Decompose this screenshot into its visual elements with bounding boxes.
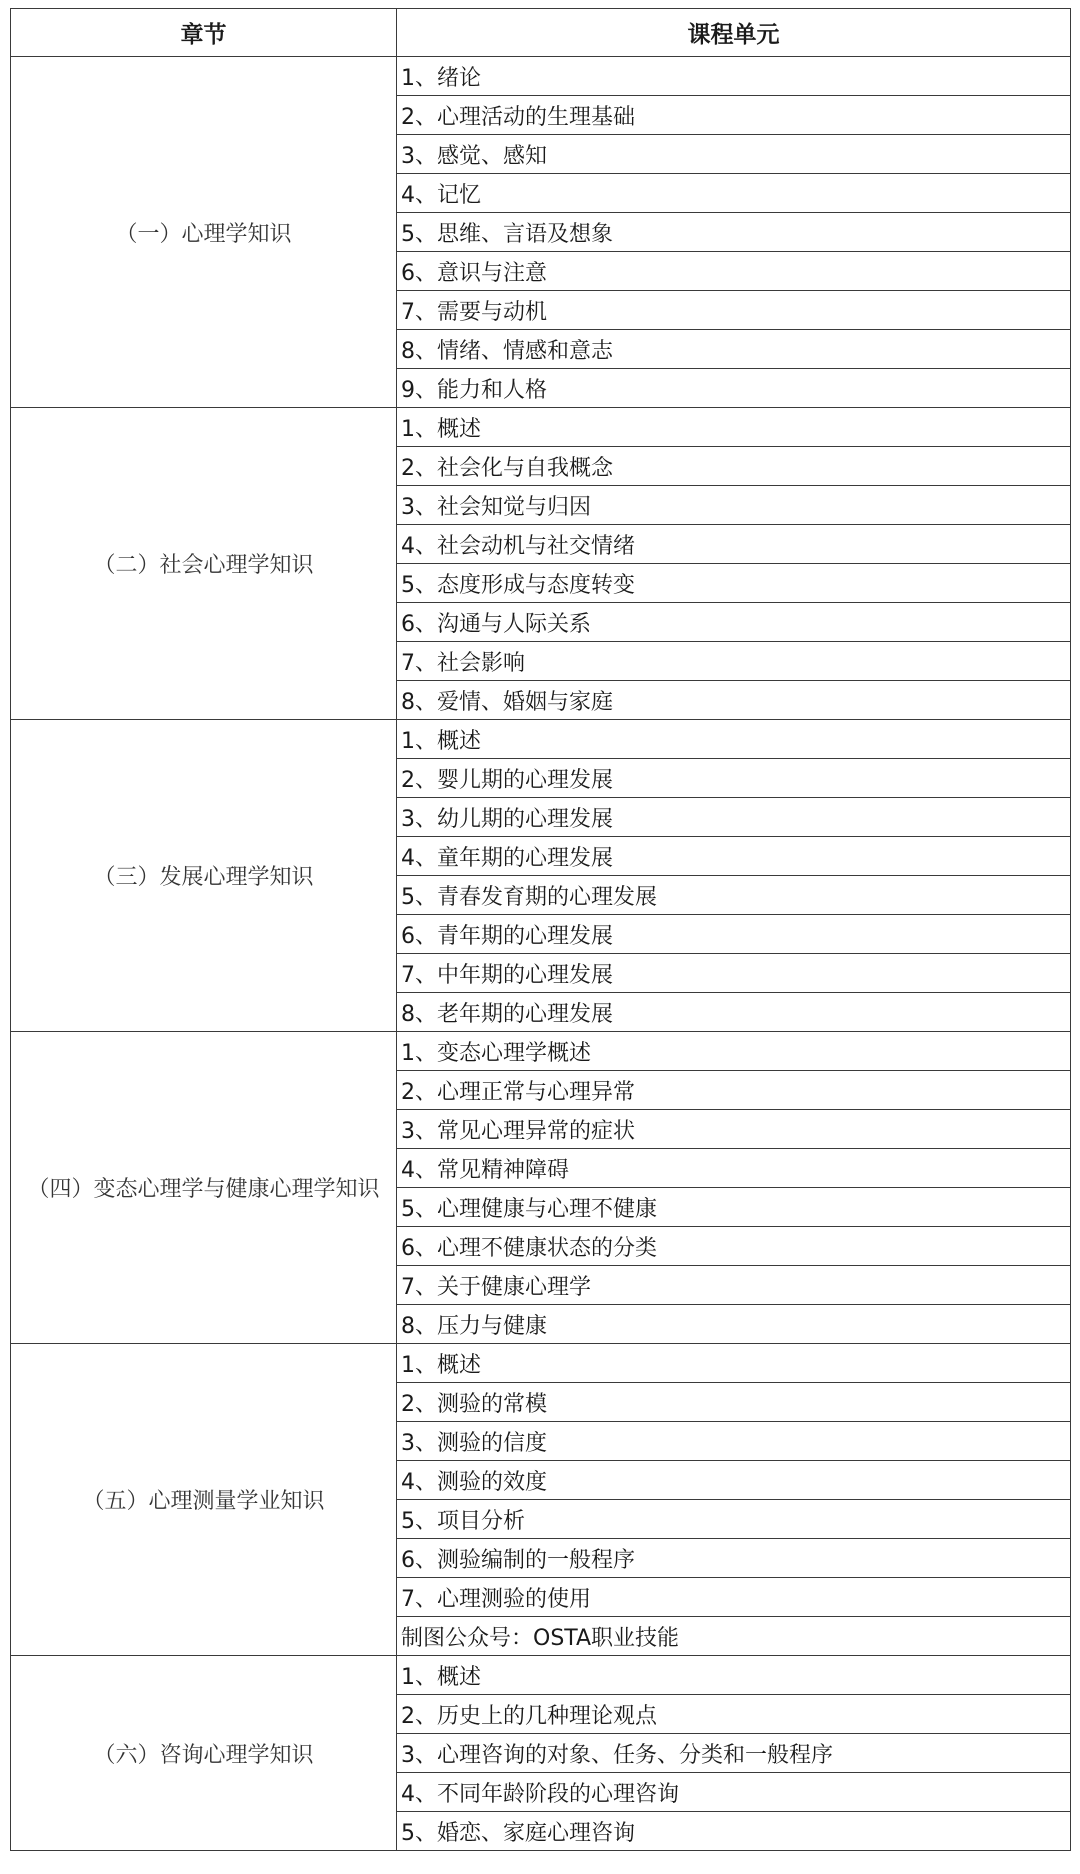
course-unit: 5、态度形成与态度转变 <box>397 564 1071 603</box>
course-unit: 8、老年期的心理发展 <box>397 993 1071 1032</box>
course-unit: 1、绪论 <box>397 57 1071 96</box>
course-unit: 9、能力和人格 <box>397 369 1071 408</box>
course-unit: 3、测验的信度 <box>397 1422 1071 1461</box>
course-unit: 5、思维、言语及想象 <box>397 213 1071 252</box>
course-unit: 5、青春发育期的心理发展 <box>397 876 1071 915</box>
table-row <box>11 720 1071 759</box>
course-unit: 1、概述 <box>397 1656 1071 1695</box>
table-row <box>11 408 1071 447</box>
table-row <box>11 1656 1071 1695</box>
table-row <box>11 1344 1071 1383</box>
course-unit: 5、婚恋、家庭心理咨询 <box>397 1812 1071 1851</box>
course-unit: 2、历史上的几种理论观点 <box>397 1695 1071 1734</box>
chapter-title: （六）咨询心理学知识 <box>11 1656 397 1851</box>
course-unit: 1、概述 <box>397 1344 1071 1383</box>
course-unit: 6、测验编制的一般程序 <box>397 1539 1071 1578</box>
course-unit: 4、不同年龄阶段的心理咨询 <box>397 1773 1071 1812</box>
course-unit: 7、需要与动机 <box>397 291 1071 330</box>
header-row <box>11 9 1071 57</box>
course-unit: 3、心理咨询的对象、任务、分类和一般程序 <box>397 1734 1071 1773</box>
chapter-title: （二）社会心理学知识 <box>11 408 397 720</box>
course-unit: 3、感觉、感知 <box>397 135 1071 174</box>
course-unit: 2、心理正常与心理异常 <box>397 1071 1071 1110</box>
course-unit: 8、压力与健康 <box>397 1305 1071 1344</box>
table-body <box>11 57 1071 1851</box>
chapter-title: （一）心理学知识 <box>11 57 397 408</box>
course-unit: 3、常见心理异常的症状 <box>397 1110 1071 1149</box>
course-unit: 4、社会动机与社交情绪 <box>397 525 1071 564</box>
unit-column-header: 课程单元 <box>397 9 1071 57</box>
chapter-title: （五）心理测量学业知识 <box>11 1344 397 1656</box>
table-row <box>11 1032 1071 1071</box>
course-unit: 4、常见精神障碍 <box>397 1149 1071 1188</box>
course-unit: 1、概述 <box>397 408 1071 447</box>
course-unit: 3、社会知觉与归因 <box>397 486 1071 525</box>
chapter-title: （三）发展心理学知识 <box>11 720 397 1032</box>
course-unit: 6、青年期的心理发展 <box>397 915 1071 954</box>
course-unit: 8、爱情、婚姻与家庭 <box>397 681 1071 720</box>
course-unit: 5、项目分析 <box>397 1500 1071 1539</box>
course-unit: 4、记忆 <box>397 174 1071 213</box>
course-unit: 7、中年期的心理发展 <box>397 954 1071 993</box>
chapter-column-header: 章节 <box>11 9 397 57</box>
curriculum-table <box>10 8 1071 1851</box>
curriculum-sheet <box>10 8 1070 1851</box>
course-unit: 1、概述 <box>397 720 1071 759</box>
course-unit: 2、社会化与自我概念 <box>397 447 1071 486</box>
course-unit: 1、变态心理学概述 <box>397 1032 1071 1071</box>
course-unit: 3、幼儿期的心理发展 <box>397 798 1071 837</box>
course-unit: 6、心理不健康状态的分类 <box>397 1227 1071 1266</box>
course-unit: 7、关于健康心理学 <box>397 1266 1071 1305</box>
course-unit: 2、心理活动的生理基础 <box>397 96 1071 135</box>
course-unit: 7、心理测验的使用 <box>397 1578 1071 1617</box>
course-unit: 制图公众号：OSTA职业技能 <box>397 1617 1071 1656</box>
table-row <box>11 57 1071 96</box>
course-unit: 5、心理健康与心理不健康 <box>397 1188 1071 1227</box>
course-unit: 7、社会影响 <box>397 642 1071 681</box>
course-unit: 4、童年期的心理发展 <box>397 837 1071 876</box>
course-unit: 4、测验的效度 <box>397 1461 1071 1500</box>
course-unit: 2、婴儿期的心理发展 <box>397 759 1071 798</box>
course-unit: 8、情绪、情感和意志 <box>397 330 1071 369</box>
chapter-title: （四）变态心理学与健康心理学知识 <box>11 1032 397 1344</box>
course-unit: 2、测验的常模 <box>397 1383 1071 1422</box>
course-unit: 6、沟通与人际关系 <box>397 603 1071 642</box>
course-unit: 6、意识与注意 <box>397 252 1071 291</box>
